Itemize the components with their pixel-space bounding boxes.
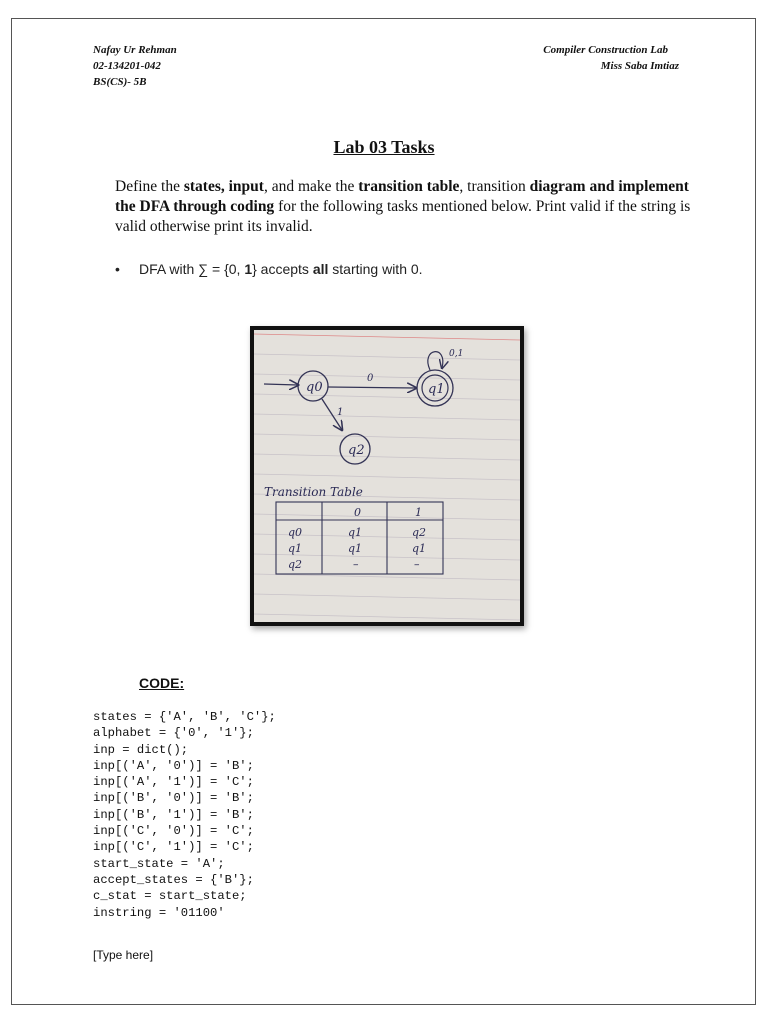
task-text-1: Define the [115, 178, 184, 195]
program: BS(CS)- 5B [93, 76, 147, 88]
code-line: start_state = 'A'; [93, 856, 225, 871]
table-row-1-on0: q1 [348, 542, 363, 555]
state-q2-label: q2 [348, 443, 365, 458]
code-line: inp = dict(); [93, 742, 189, 757]
table-row-1-state: q1 [288, 542, 303, 555]
table-row-0-on0: q1 [348, 526, 363, 539]
author-block [93, 42, 177, 90]
instructor-name: Miss Saba Imtiaz [600, 60, 679, 72]
code-line: alphabet = {'0', '1'}; [93, 726, 254, 741]
footer-placeholder[interactable]: [Type here] [93, 948, 154, 962]
task-bold-3: diagram and implement the DFA through coding [115, 178, 689, 215]
paper-background [254, 330, 520, 622]
bullet-text-2: } accepts [252, 261, 313, 277]
bullet-text-1: DFA with ∑ = {0, [139, 261, 245, 277]
table-title: Transition Table [264, 485, 363, 499]
code-line: states = {'A', 'B', 'C'}; [93, 710, 276, 724]
code-line: inp[('A', '0')] = 'B'; [93, 758, 254, 773]
code-block [93, 709, 276, 921]
student-id: 02-134201-042 [93, 60, 161, 72]
code-line: inp[('B', '1')] = 'B'; [93, 807, 254, 822]
table-header-1: 1 [415, 506, 422, 519]
bullet-bold-1: 1 [244, 261, 253, 277]
bullet-dot: • [115, 261, 120, 277]
task-text-3: , transition [459, 178, 530, 195]
loop-q1-label: 0,1 [449, 349, 464, 359]
code-line: inp[('C', '0')] = 'C'; [93, 824, 254, 839]
state-q0-label: q0 [306, 380, 323, 395]
task-description [115, 177, 695, 237]
code-line: c_stat = start_state; [93, 889, 247, 904]
dfa-diagram [254, 330, 520, 622]
bullet-bold-all: all [312, 261, 329, 277]
task-text-4: for the following tasks mentioned below. Print valid if the string is valid otherwise print its invalid. [115, 198, 691, 235]
table-row-0-on1: q2 [412, 526, 427, 539]
task-bold-2: transition table [358, 178, 460, 195]
code-line: accept_states = {'B'}; [93, 872, 254, 887]
bullet-text-3: starting with 0. [328, 261, 423, 277]
table-row-0-state: q0 [288, 526, 303, 539]
course-name: Compiler Construction Lab [543, 44, 668, 56]
handwritten-dfa-photo [250, 326, 524, 626]
page-title: Lab 03 Tasks [333, 137, 435, 157]
code-line: instring = '01100' [93, 905, 225, 920]
code-line: inp[('C', '1')] = 'C'; [93, 840, 254, 855]
table-header-0: 0 [354, 506, 361, 519]
task-bullet [115, 261, 423, 277]
code-line: inp[('A', '1')] = 'C'; [93, 775, 254, 790]
code-line: inp[('B', '0')] = 'B'; [93, 791, 254, 806]
table-row-2-on1: – [414, 558, 420, 571]
author-name: Nafay Ur Rehman [93, 44, 177, 56]
table-row-2-on0: – [353, 558, 359, 571]
table-row-1-on1: q1 [412, 542, 427, 555]
edge-q0-q1-label: 0 [367, 373, 374, 384]
table-row-2-state: q2 [288, 558, 303, 571]
state-q1-label: q1 [428, 382, 445, 397]
task-bold-1: states, input [183, 178, 264, 195]
edge-q0-q2-label: 1 [337, 407, 344, 418]
course-block [543, 42, 679, 74]
task-text-2: , and make the [263, 178, 359, 195]
code-heading: CODE: [139, 675, 185, 691]
